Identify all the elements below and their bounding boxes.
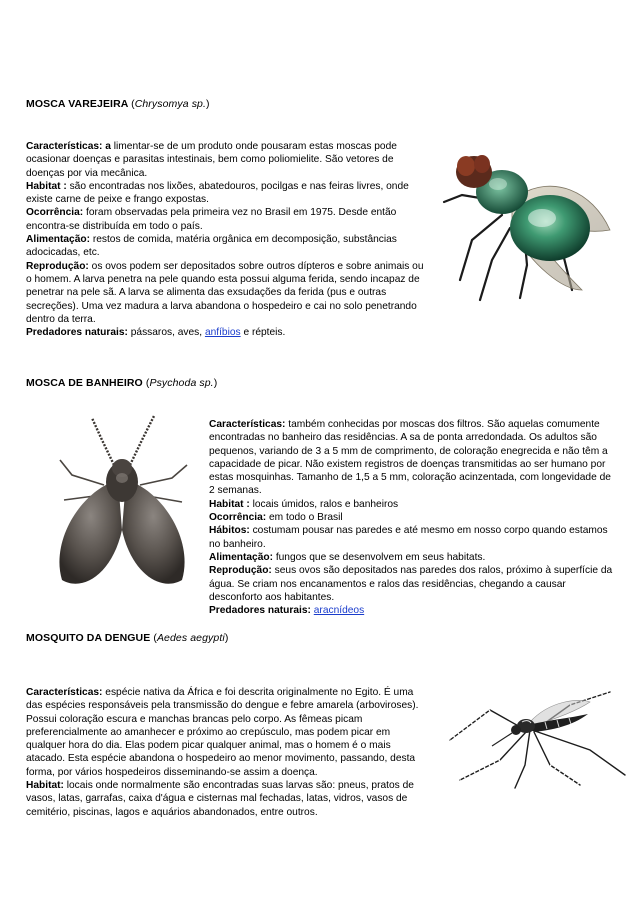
paragraph-ocorrencia: Ocorrência: foram observadas pela primeira vez no Brasil em 1975. Desde então encontra-se distribuída em todo o país. <box>26 207 397 232</box>
link-aracnideos[interactable]: aracnídeos <box>313 605 365 617</box>
section-title-mosca-varejeira <box>26 98 210 110</box>
blowfly-image <box>432 140 617 305</box>
paragraph-caracteristicas: Características: espécie nativa da África e foi descrita originalmente no Egito. É uma das espécies responsáveis pela transmissão do dengue e febre amarela (arboviroses). Possui coloração escura e manchas brancas pelo corpo. As fêmeas picam preferencialmente ao amanhecer e próximo ao crepúsculo, mas podem picar em qualquer hora do dia. Elas podem picar qualquer animal, mas o homem é o mais atacado. Esta espécie abandona o hospedeiro ao menor movimento, passando, desta forma, por vários hospedeiros disseminando-se assim a doença. <box>26 687 419 778</box>
section-title-mosca-de-banheiro <box>26 377 217 389</box>
section-title-text: MOSCA VAREJEIRA <box>26 98 129 110</box>
scientific-name: (Psychoda sp.) <box>145 377 218 389</box>
paragraph-habitat: Habitat : locais úmidos, ralos e banheiros <box>209 498 399 510</box>
link-anfibios[interactable]: anfíbios <box>204 327 241 339</box>
paragraph-alimentacao: Alimentação: fungos que se desenvolvem em seus habitats. <box>209 551 486 563</box>
paragraph-habitat: Habitat: locais onde normalmente são encontradas suas larvas são: pneus, pratos de vasos, latas, garrafas, caixa d'água e cisternas mal fechadas, latas, vidros, vasos de cemitério, piscinas, lagos e aquários abandonados, entre outros. <box>26 780 414 818</box>
scientific-name: (Chrysomya sp.) <box>131 98 210 110</box>
paragraph-predadores: Predadores naturais: aracnídeos <box>209 605 365 617</box>
paragraph-habitos: Hábitos: costumam pousar nas paredes e até mesmo em nosso corpo quando estamos no banheiro. <box>209 525 608 550</box>
paragraph-alimentacao: Alimentação: restos de comida, matéria orgânica em decomposição, substâncias adocicadas, etc. <box>26 234 397 259</box>
paragraph-caracteristicas: Características: também conhecidas por moscas dos filtros. São aquelas comumente encontradas no banheiro das residências. A sa de ponta arredondada. Os adultos são pequenos, variando de 3 a 5 mm de comprimento, de coloração enegrecida e não têm a capacidade de picar. Não existem registros de doenças transmitidas ao ser humano por estas mosquinhas. Tamanho de 1,5 a 5 mm, coloração acinzentada, com longevidade de 2 semanas. <box>209 419 611 497</box>
mosquito-image <box>430 680 630 790</box>
section-title-mosquito-da-dengue <box>26 632 228 644</box>
paragraph-ocorrencia: Ocorrência: em todo o Brasil <box>209 512 343 524</box>
section-title-text: MOSCA DE BANHEIRO <box>26 377 143 389</box>
paragraph-caracteristicas: Características: a limentar-se de um produto onde pousaram estas moscas pode ocasionar doenças e parasitas intestinais, bem como poliomielite. São vetores de doenças por via mecânica. <box>26 141 397 179</box>
scientific-name: (Aedes aegypti) <box>153 632 229 644</box>
moth-fly-image <box>42 410 202 595</box>
paragraph-reproducao: Reprodução: os ovos podem ser depositados sobre outros dípteros e sobre animais ou o homem. A larva penetra na pele quando esta possui alguma ferida, sendo incapaz de penetrar na pele sã. A larva se alimenta das exsudações da ferida (pus e outras secreções). Uma vez madura a larva abandona o hospedeiro e cai no solo penetrando dentro da terra. <box>26 260 424 325</box>
paragraph-habitat: Habitat : são encontradas nos lixões, abatedouros, pocilgas e nas feiras livres, onde existe carne de peixe e frango expostas. <box>26 180 409 206</box>
description-mosca-varejeira <box>26 140 426 339</box>
paragraph-predadores: Predadores naturais: pássaros, aves, anfíbios e répteis. <box>26 327 286 339</box>
description-mosca-de-banheiro <box>209 418 613 617</box>
section-title-text: MOSQUITO DA DENGUE <box>26 632 151 644</box>
description-mosquito-da-dengue <box>26 686 426 819</box>
paragraph-reproducao: Reprodução: seus ovos são depositados nas paredes dos ralos, próximo à superfície da água. Se criam nos encanamentos e ralos das residências, chegando a causar desconforto aos habitantes. <box>209 565 613 603</box>
